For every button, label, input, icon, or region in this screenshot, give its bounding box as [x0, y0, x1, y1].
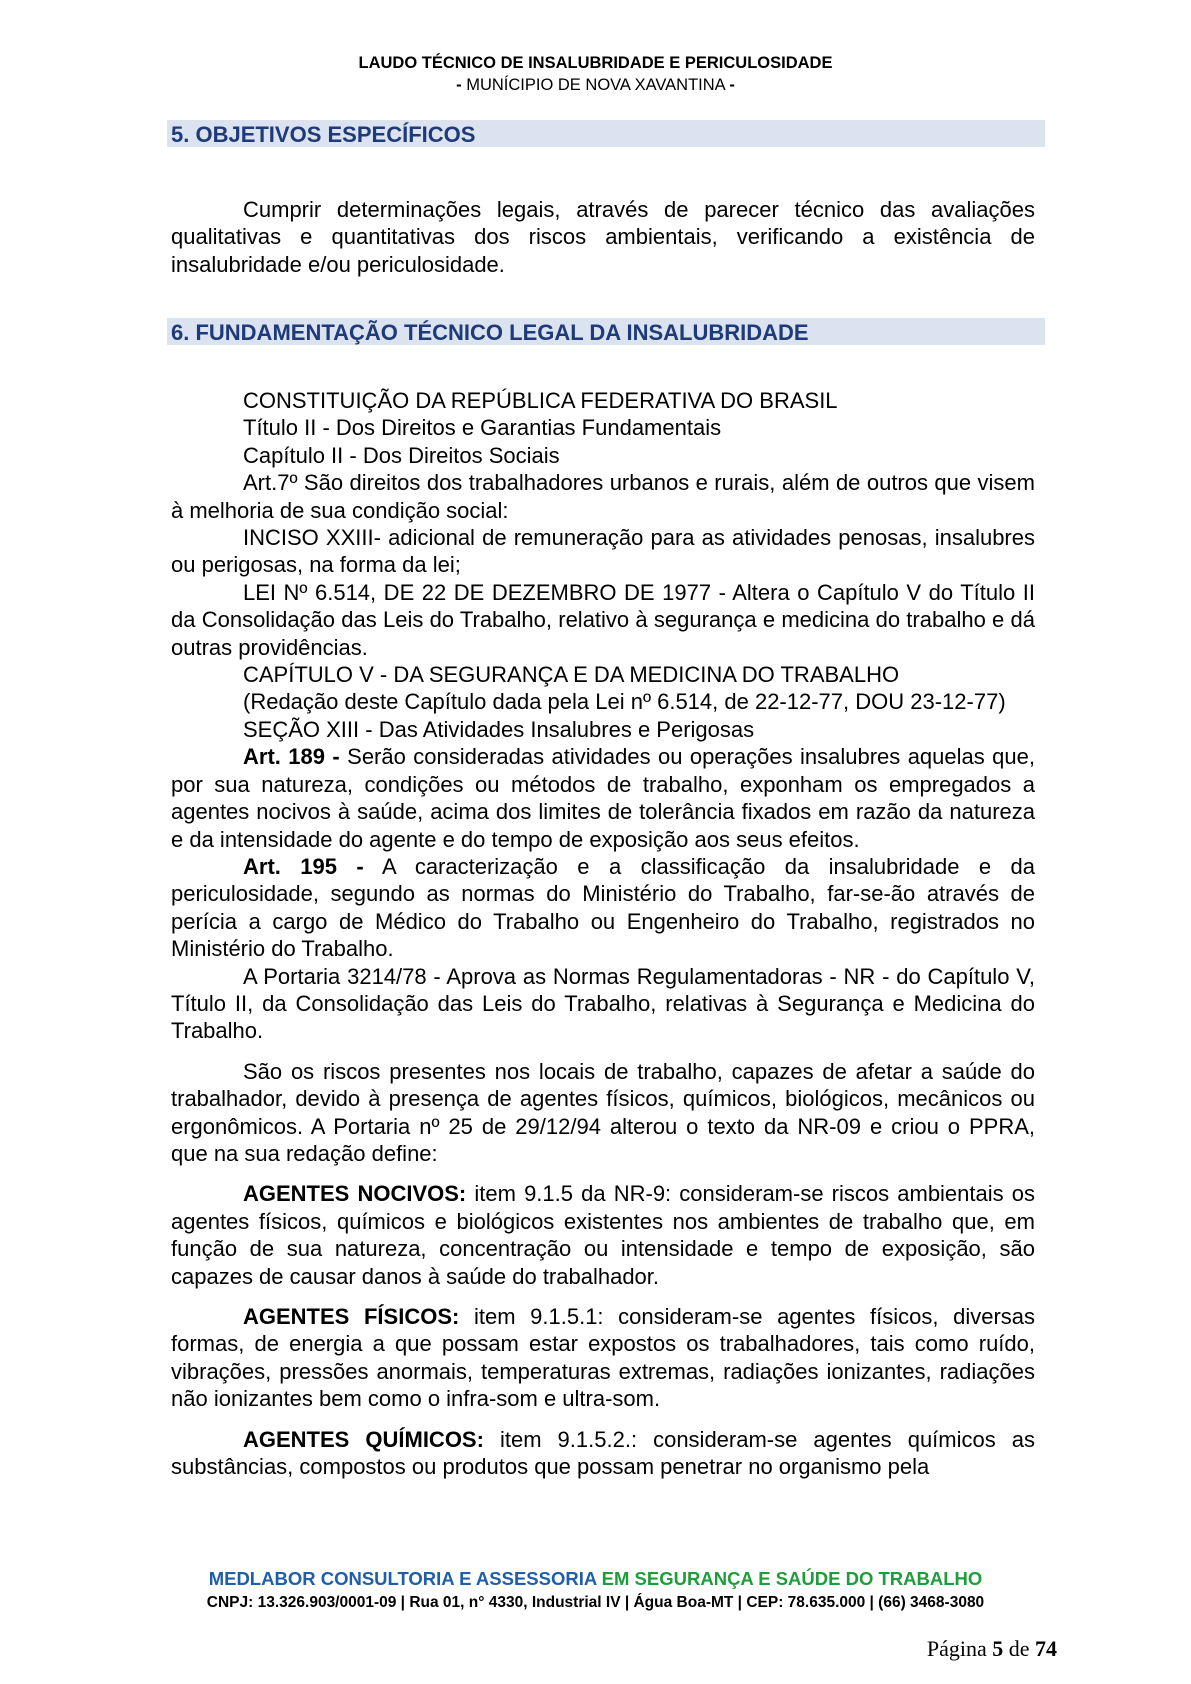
section-5-body [171, 196, 1035, 278]
riscos-paragraph: São os riscos presentes nos locais de trabalho, capazes de afetar a saúde do trabalhador, devido à presença de agentes físicos, químicos, biológicos, mecânicos ou ergonômicos. A Portaria nº 25 de 29/12/94 alterou o texto da NR-09 e criou o PPRA, que na sua redação define: [171, 1058, 1035, 1166]
art189-paragraph [171, 743, 1035, 853]
page-current: 5 [992, 1636, 1004, 1661]
section-6-body [171, 387, 1035, 1480]
chapter-v-line: CAPÍTULO V - DA SEGURANÇA E DA MEDICINA DO TRABALHO [243, 662, 900, 688]
art195-label: Art. 195 - [243, 853, 364, 879]
portaria-paragraph: A Portaria 3214/78 - Aprova as Normas Regulamentadoras - NR - do Capítulo V, Título II, da Consolidação das Leis do Trabalho, relativas à Segurança e Medicina do Trabalho. [171, 963, 1035, 1044]
objectives-paragraph: Cumprir determinações legais, através de parecer técnico das avaliações qualitativas e quantitativas dos riscos ambientais, verificando a existência de insalubridade e/ou periculosidade. [171, 197, 1035, 277]
footer-address: CNPJ: 13.326.903/0001-09 | Rua 01, n° 4330, Industrial IV | Água Boa-MT | CEP: 78.635.000 | (66) 3468-3080 [206, 1594, 985, 1611]
section-5-heading-bar [167, 120, 1045, 147]
footer-company-name: MEDLABOR CONSULTORIA E ASSESSORIA [208, 1568, 597, 1589]
redacao-paragraph: (Redação deste Capítulo dada pela Lei nº 6.514, de 22-12-77, DOU 23-12-77) [243, 689, 1006, 715]
art189-text: Serão consideradas atividades ou operações insalubres aquelas que, por sua natureza, condições ou métodos de trabalho, exponham os empregados a agentes nocivos à saúde, acima dos limites de tolerância fixados em razão da natureza e da intensidade do agente e do tempo de exposição aos seus efeitos. [171, 744, 1035, 852]
report-title: LAUDO TÉCNICO DE INSALUBRIDADE E PERICULOSIDADE [358, 54, 833, 72]
agentes-fisicos-text: item 9.1.5.1: consideram-se agentes físicos, diversas formas, de energia a que possam estar expostos os trabalhadores, tais como ruído, vibrações, pressões anormais, temperaturas extremas, radiações ionizantes, radiações não ionizantes bem como o infra-som e ultra-som. [171, 1304, 1036, 1412]
chapter-ii-line: Capítulo II - Dos Direitos Sociais [243, 442, 560, 468]
section-5-heading: 5. OBJETIVOS ESPECÍFICOS [171, 122, 476, 147]
art195-text: A caracterização e a classificação da insalubridade e da periculosidade, segundo as normas do Ministério do Trabalho, far-se-ão através de perícia a cargo de Médico do Trabalho ou Engenheiro do Trabalho, registrados no Ministério do Trabalho. [171, 853, 1035, 962]
constitution-line: CONSTITUIÇÃO DA REPÚBLICA FEDERATIVA DO BRASIL [243, 388, 838, 413]
art195-paragraph [171, 853, 1035, 963]
page-total: 74 [1035, 1636, 1057, 1661]
agentes-fisicos-paragraph [171, 1303, 1035, 1413]
secao-xiii-line: SEÇÃO XIII - Das Atividades Insalubres e Perigosas [243, 716, 755, 742]
subtitle-dash-left: - [456, 76, 462, 94]
inciso-paragraph: INCISO XXIII- adicional de remuneração para as atividades penosas, insalubres ou perigosas, na forma da lei; [171, 525, 1035, 578]
section-6-heading-bar [167, 318, 1045, 345]
page-header [0, 52, 1191, 96]
agentes-fisicos-label: AGENTES FÍSICOS: [243, 1304, 460, 1329]
subtitle-text: MUNÍCIPIO DE NOVA XAVANTINA [461, 76, 730, 94]
agentes-nocivos-label: AGENTES NOCIVOS: [243, 1181, 467, 1207]
agentes-nocivos-paragraph [171, 1180, 1035, 1290]
art189-label: Art. 189 - [243, 744, 340, 770]
page-label: Página [926, 1636, 993, 1661]
page-of: de [1003, 1636, 1035, 1661]
agentes-quimicos-paragraph [171, 1426, 1035, 1481]
agentes-nocivos-text: item 9.1.5 da NR-9: consideram-se riscos ambientais os agentes físicos, químicos e biológicos existentes nos ambientes de trabalho que, em função de sua natureza, concentração ou intensidade e tempo de exposição, são capazes de causar danos à saúde do trabalhador. [171, 1181, 1035, 1289]
section-6-heading: 6. FUNDAMENTAÇÃO TÉCNICO LEGAL DA INSALUBRIDADE [171, 320, 809, 345]
footer-company-area: EM SEGURANÇA E SAÚDE DO TRABALHO [596, 1568, 983, 1589]
lei-6514-paragraph: LEI Nº 6.514, DE 22 DE DEZEMBRO DE 1977 - Altera o Capítulo V do Título II da Consolidação das Leis do Trabalho, relativo à segurança e medicina do trabalho e dá outras providências. [171, 579, 1035, 660]
page-number [927, 1636, 1057, 1662]
agentes-quimicos-label: AGENTES QUÍMICOS: [243, 1426, 484, 1452]
report-subtitle [0, 74, 1191, 96]
title-ii-line: Título II - Dos Direitos e Garantias Fundamentais [243, 415, 722, 441]
footer-company [0, 1568, 1191, 1590]
art7-paragraph: Art.7º São direitos dos trabalhadores urbanos e rurais, além de outros que visem à melhoria de sua condição social: [171, 470, 1035, 523]
subtitle-dash-right: - [729, 76, 735, 94]
agentes-quimicos-text: item 9.1.5.2.: consideram-se agentes químicos as substâncias, compostos ou produtos que possam penetrar no organismo pela [171, 1426, 1036, 1480]
